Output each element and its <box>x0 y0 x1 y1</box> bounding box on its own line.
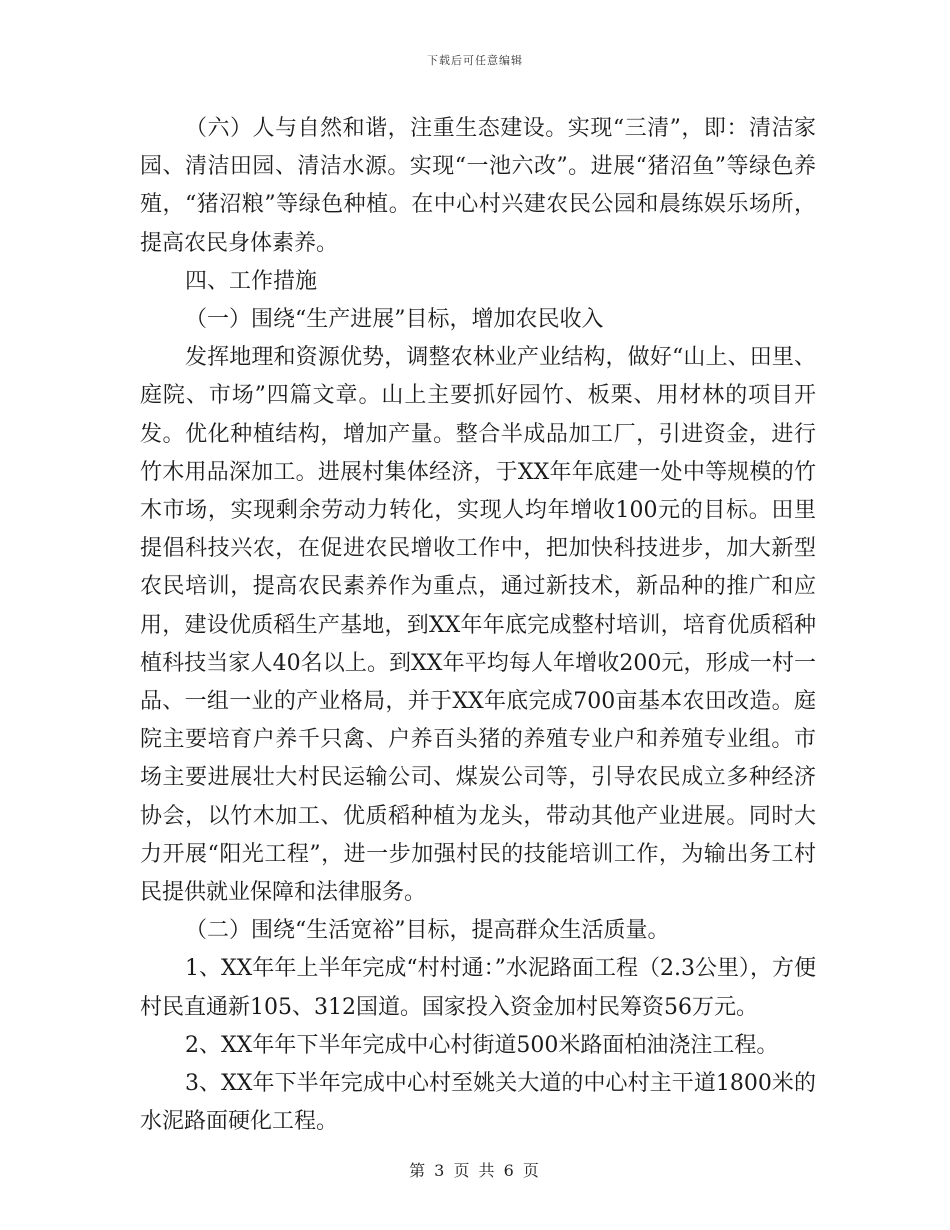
document-body <box>140 110 816 1141</box>
subheading-production: （一）围绕“生产进展”目标，增加农民收入 <box>185 307 604 333</box>
section-heading-work-measures: 四、工作措施 <box>185 268 318 294</box>
list-item-2: 2、XX年年下半年完成中心村街道500米路面柏油浇注工程。 <box>185 1032 779 1058</box>
list-item-3: 3、XX年下半年完成中心村至姚关大道的中心村主干道1800米的水泥路面硬化工程。 <box>140 1071 816 1135</box>
page-header: 下载后可任意编辑 <box>427 54 523 67</box>
list-item-1: 1、XX年年上半年完成“村村通：”水泥路面工程（2.3公里），方便村民直通新105、312国道。国家投入资金加村民筹资56万元。 <box>140 956 816 1020</box>
paragraph-production-details: 发挥地理和资源优势，调整农林业产业结构，做好“山上、田里、庭院、市场”四篇文章。山上主要抓好园竹、板栗、用材林的项目开发。优化种植结构，增加产量。整合半成品加工厂，引进资金，进行竹木用品深加工。进展村集体经济，于XX年年底建一处中等规模的竹木市场，实现剩余劳动力转化，实现人均年增收100元的目标。田里提倡科技兴农，在促进农民增收工作中，把加快科技进步，加大新型农民培训，提高农民素养作为重点，通过新技术，新品种的推广和应用，建设优质稻生产基地，到XX年年底完成整村培训，培育优质稻种植科技当家人40名以上。到XX年平均每人年增收200元，形成一村一品、一组一业的产业格局，并于XX年底完成700亩基本农田改造。庭院主要培育户养千只禽、户养百头猪的养殖专业户和养殖专业组。市场主要进展壮大村民运输公司、煤炭公司等，引导农民成立多种经济协会，以竹木加工、优质稻种植为龙头，带动其他产业进展。同时大力开展“阳光工程”，进一步加强村民的技能培训工作，为输出务工村民提供就业保障和法律服务。 <box>140 345 816 906</box>
page-footer: 第 3 页 共 6 页 <box>409 1161 541 1180</box>
paragraph-ecology: （六）人与自然和谐，注重生态建设。实现“三清”，即：清洁家园、清洁田园、清洁水源。实现“一池六改”。进展“猪沼鱼”等绿色养殖，“猪沼粮”等绿色种植。在中心村兴建农民公园和晨练娱乐场所，提高农民身体素养。 <box>140 116 816 256</box>
subheading-living: （二）围绕“生活宽裕”目标，提高群众生活质量。 <box>185 918 670 944</box>
